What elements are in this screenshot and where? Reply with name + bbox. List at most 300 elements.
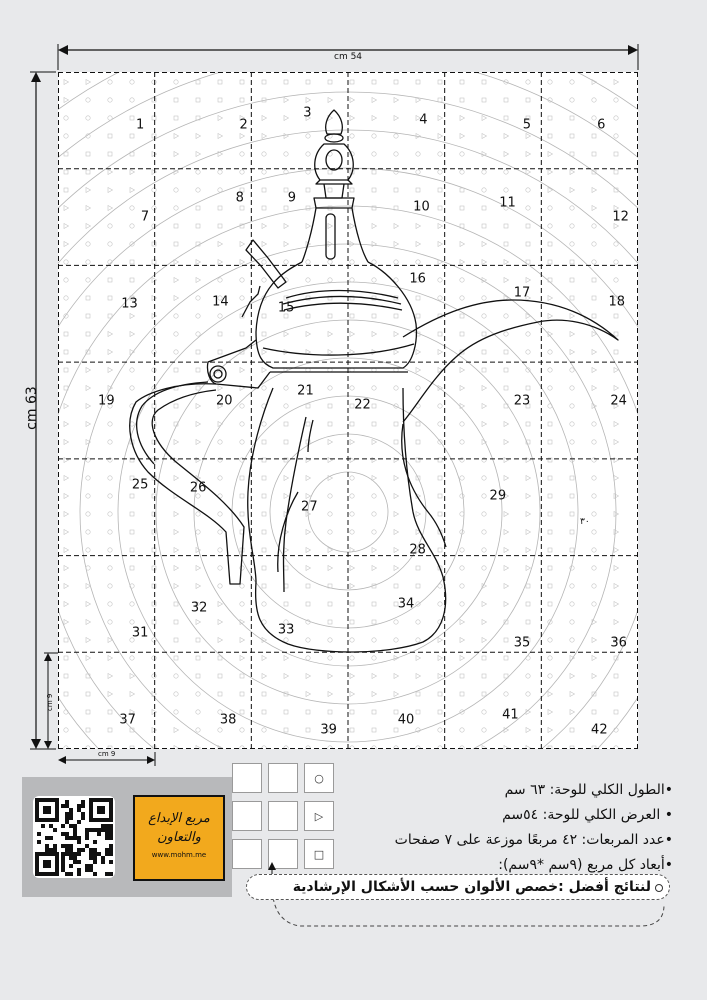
- qr-module: [93, 856, 97, 860]
- guide-symbol: [86, 80, 91, 85]
- guide-symbol: [372, 476, 377, 481]
- guide-symbol: [328, 566, 333, 571]
- guide-symbol: [504, 152, 509, 157]
- guide-symbol: [174, 674, 178, 678]
- guide-symbol: [328, 710, 332, 714]
- guide-symbol: [548, 584, 552, 588]
- guide-symbol: [306, 404, 310, 408]
- qr-module: [97, 828, 101, 832]
- guide-symbol: [438, 98, 442, 102]
- guide-symbol: [548, 116, 552, 120]
- guide-symbol: [306, 458, 311, 463]
- guide-symbol: [218, 242, 223, 247]
- qr-module: [61, 864, 65, 868]
- guide-symbol: [526, 584, 530, 588]
- guide-symbol: [438, 242, 443, 247]
- qr-module: [89, 856, 93, 860]
- guide-symbol: [438, 224, 443, 229]
- guide-symbol: [174, 80, 178, 84]
- guide-symbol: [130, 368, 134, 372]
- guide-symbol: [372, 494, 376, 498]
- guide-symbol: [372, 260, 376, 264]
- guide-symbol: [394, 530, 399, 535]
- guide-symbol: [504, 314, 508, 318]
- guide-symbol: [196, 530, 200, 534]
- guide-symbol: [592, 584, 596, 588]
- square-width-label: cm 9: [98, 750, 116, 758]
- guide-symbol: [482, 494, 486, 498]
- guide-symbol: [64, 602, 69, 607]
- guide-symbol: [108, 422, 112, 426]
- qr-module: [85, 836, 89, 840]
- guide-symbol: [548, 170, 553, 175]
- qr-module: [41, 824, 45, 828]
- guide-symbol: [372, 422, 376, 426]
- guide-symbol: [86, 620, 91, 625]
- guide-symbol: [174, 224, 178, 228]
- guide-symbol: [548, 152, 553, 157]
- guide-symbol: [86, 548, 90, 552]
- grid-number: 40: [397, 712, 415, 728]
- guide-symbol: [240, 296, 244, 300]
- guide-symbol: [152, 584, 156, 588]
- qr-module: [85, 828, 89, 832]
- guide-symbol: [64, 242, 69, 247]
- qr-module: [37, 840, 41, 844]
- guide-symbol: [240, 692, 244, 696]
- guide-symbol: [460, 314, 464, 318]
- guide-symbol: [284, 440, 288, 444]
- guide-symbol: [86, 314, 90, 318]
- guide-symbol: [218, 386, 223, 391]
- guide-symbol: [504, 98, 508, 102]
- qr-module: [65, 848, 69, 852]
- guide-symbol: [130, 494, 134, 498]
- guide-symbol: [592, 476, 596, 480]
- guide-symbol: [108, 656, 113, 661]
- guide-symbol: [328, 494, 332, 498]
- guide-symbol: [328, 170, 332, 174]
- guide-symbol: [218, 728, 222, 732]
- qr-module: [109, 832, 113, 836]
- guide-symbol: [262, 80, 266, 84]
- guide-symbol: [394, 152, 398, 156]
- guide-symbol: [570, 134, 574, 138]
- guide-symbol: [548, 386, 552, 390]
- grid-number: 12: [612, 209, 629, 225]
- guide-symbol: [328, 638, 332, 642]
- guide-symbol: [592, 548, 596, 552]
- guide-symbol: [394, 422, 398, 426]
- qr-module: [53, 828, 57, 832]
- guide-symbol: [526, 692, 530, 696]
- guide-symbol: [592, 512, 596, 516]
- guide-symbol: [592, 494, 596, 498]
- guide-symbol: [460, 476, 464, 480]
- guide-symbol: [108, 530, 112, 534]
- guide-symbol: [482, 548, 486, 552]
- guide-symbol: [262, 386, 266, 390]
- guide-symbol: [306, 80, 310, 84]
- brand-url: www.mohm.me: [151, 851, 207, 859]
- guide-symbol: [152, 80, 156, 84]
- qr-module: [105, 848, 109, 852]
- guide-symbol: [482, 188, 486, 192]
- guide-symbol: [394, 314, 398, 318]
- grid-number: 23: [513, 393, 531, 409]
- guide-symbol: [174, 512, 179, 517]
- guide-symbol: [152, 494, 156, 498]
- guide-symbol: [240, 512, 244, 516]
- guide-symbol: [240, 134, 245, 139]
- guide-symbol: [548, 296, 553, 301]
- qr-module: [61, 856, 65, 860]
- guide-symbol: [548, 674, 552, 678]
- legend-square-symbol: □: [304, 839, 334, 869]
- guide-symbol: [218, 332, 222, 336]
- guide-symbol: [460, 188, 464, 192]
- guide-symbol: [240, 170, 244, 174]
- guide-symbol: [460, 584, 464, 588]
- guide-symbol: [240, 602, 244, 606]
- guide-symbol: [108, 728, 112, 732]
- qr-module: [65, 872, 69, 876]
- guide-symbol: [438, 656, 443, 661]
- guide-symbol: [394, 98, 399, 103]
- guide-symbol: [262, 350, 267, 355]
- guide-symbol: [306, 548, 311, 553]
- guide-symbol: [262, 476, 266, 480]
- guide-symbol: [108, 584, 112, 588]
- qr-module: [77, 868, 81, 872]
- guide-symbol: [438, 404, 442, 408]
- guide-symbol: [174, 206, 178, 210]
- guide-symbol: [526, 98, 530, 102]
- guide-symbol: [526, 332, 530, 336]
- guide-symbol: [108, 710, 112, 714]
- guide-symbol: [394, 350, 399, 355]
- guide-symbol: [482, 602, 487, 607]
- guide-symbol: [570, 728, 574, 732]
- guide-symbol: [64, 80, 69, 85]
- guide-symbol: [482, 260, 487, 265]
- guide-symbol: [152, 368, 156, 372]
- guide-symbol: [460, 260, 465, 265]
- guide-symbol: [394, 170, 398, 174]
- guide-symbol: [614, 242, 618, 246]
- guide-symbol: [262, 134, 267, 139]
- guide-symbol: [350, 98, 355, 103]
- guide-symbol: [504, 638, 508, 642]
- qr-module: [85, 864, 89, 868]
- guide-symbol: [306, 332, 311, 337]
- guide-symbol: [196, 260, 201, 265]
- guide-symbol: [306, 638, 310, 642]
- guide-symbol: [130, 656, 134, 660]
- guide-symbol: [504, 224, 508, 228]
- guide-symbol: [394, 242, 399, 247]
- guide-symbol: [108, 566, 112, 570]
- guide-symbol: [240, 656, 245, 661]
- guide-symbol: [218, 314, 222, 318]
- guide-symbol: [394, 440, 398, 444]
- guide-symbol: [548, 260, 552, 264]
- grid-number: 29: [489, 488, 507, 504]
- guide-symbol: [438, 674, 443, 679]
- guide-symbol: [482, 368, 486, 372]
- qr-module: [89, 864, 93, 868]
- guide-symbol: [350, 332, 355, 337]
- guide-symbol: [394, 278, 398, 282]
- qr-module: [97, 832, 101, 836]
- qr-module: [89, 848, 93, 852]
- guide-symbol: [394, 728, 398, 732]
- guide-symbol: [130, 692, 135, 697]
- guide-symbol: [394, 620, 398, 624]
- guide-symbol: [570, 80, 574, 84]
- guide-symbol: [86, 170, 90, 174]
- qr-module: [69, 816, 73, 820]
- guide-symbol: [174, 584, 179, 589]
- guide-symbol: [504, 656, 508, 660]
- qr-module: [69, 808, 73, 812]
- guide-symbol: [240, 332, 244, 336]
- guide-symbol: [108, 620, 112, 624]
- guide-symbol: [482, 350, 486, 354]
- guide-symbol: [372, 188, 376, 192]
- guide-symbol: [504, 134, 509, 139]
- guide-symbol: [592, 242, 596, 246]
- guide-symbol: [328, 386, 332, 390]
- guide-symbol: [262, 512, 266, 516]
- guide-symbol: [350, 278, 354, 282]
- guide-symbol: [86, 98, 90, 102]
- guide-symbol: [350, 188, 354, 192]
- guide-symbol: [196, 278, 201, 283]
- guide-symbol: [614, 566, 619, 571]
- guide-symbol: [592, 278, 596, 282]
- guide-symbol: [130, 422, 134, 426]
- guide-symbol: [438, 188, 442, 192]
- guide-symbol: [284, 494, 289, 499]
- guide-symbol: [174, 566, 179, 571]
- qr-module: [105, 824, 109, 828]
- guide-symbol: [108, 494, 112, 498]
- guide-symbol: [64, 476, 69, 481]
- guide-symbol: [482, 242, 487, 247]
- qr-module: [49, 836, 53, 840]
- guide-symbol: [64, 404, 69, 409]
- grid-number: 21: [297, 383, 314, 399]
- guide-symbol: [526, 656, 530, 660]
- guide-symbol: [526, 170, 531, 175]
- qr-module: [49, 848, 53, 852]
- guide-symbol: [614, 314, 618, 318]
- guide-symbol: [592, 296, 596, 300]
- guide-symbol: [438, 692, 442, 696]
- guide-symbol: [64, 620, 69, 625]
- guide-symbol: [328, 278, 332, 282]
- guide-symbol: [460, 728, 464, 732]
- qr-module: [61, 832, 65, 836]
- guide-symbol: [350, 674, 355, 679]
- guide-symbol: [416, 80, 420, 84]
- qr-module: [89, 828, 93, 832]
- qr-module: [73, 828, 77, 832]
- guide-symbol: [196, 368, 200, 372]
- guide-symbol: [328, 530, 332, 534]
- guide-symbol: [570, 206, 574, 210]
- guide-symbol: [196, 386, 200, 390]
- guide-symbol: [504, 116, 508, 120]
- guide-symbol: [218, 512, 222, 516]
- guide-symbol: [152, 350, 156, 354]
- qr-module: [105, 832, 109, 836]
- guide-symbol: [108, 206, 113, 211]
- guide-symbol: [570, 674, 575, 679]
- guide-symbol: [328, 98, 333, 103]
- guide-symbol: [152, 620, 156, 624]
- qr-module: [77, 820, 81, 824]
- guide-symbol: [416, 638, 420, 642]
- guide-symbol: [614, 152, 618, 156]
- guide-symbol: [416, 242, 421, 247]
- guide-symbol: [86, 296, 90, 300]
- guide-symbol: [526, 152, 531, 157]
- qr-module: [61, 868, 65, 872]
- guide-symbol: [592, 674, 597, 679]
- guide-symbol: [218, 440, 222, 444]
- guide-symbol: [614, 620, 619, 625]
- guide-symbol: [394, 458, 399, 463]
- guide-symbol: [174, 728, 179, 733]
- guide-symbol: [152, 188, 156, 192]
- guide-symbol: [174, 656, 178, 660]
- guide-symbol: [460, 602, 464, 606]
- guide-symbol: [86, 512, 90, 516]
- guide-symbol: [614, 278, 618, 282]
- guide-symbol: [482, 728, 486, 732]
- guide-symbol: [174, 134, 179, 139]
- guide-symbol: [438, 350, 443, 355]
- guide-symbol: [196, 584, 201, 589]
- guide-symbol: [284, 674, 289, 679]
- guide-symbol: [416, 296, 420, 300]
- guide-symbol: [416, 422, 420, 426]
- guide-symbol: [460, 692, 464, 696]
- guide-symbol: [130, 224, 134, 228]
- guide-symbol: [570, 368, 574, 372]
- guide-symbol: [526, 512, 531, 517]
- guide-symbol: [570, 332, 575, 337]
- guide-symbol: [372, 98, 377, 103]
- guide-symbol: [460, 332, 464, 336]
- guide-symbol: [284, 548, 289, 553]
- guide-symbol: [438, 422, 442, 426]
- guide-symbol: [174, 620, 178, 624]
- guide-symbol: [306, 566, 311, 571]
- guide-symbol: [570, 314, 575, 319]
- guide-symbol: [548, 728, 553, 733]
- guide-symbol: [460, 134, 465, 139]
- guide-symbol: [130, 602, 134, 606]
- guide-symbol: [394, 476, 399, 481]
- guide-symbol: [306, 188, 310, 192]
- qr-module: [65, 820, 69, 824]
- guide-symbol: [570, 224, 574, 228]
- guide-symbol: [130, 80, 134, 84]
- guide-symbol: [438, 206, 442, 210]
- guide-symbol: [592, 98, 596, 102]
- guide-symbol: [416, 656, 421, 661]
- guide-symbol: [438, 170, 442, 174]
- guide-symbol: [504, 476, 509, 481]
- guide-symbol: [86, 728, 90, 732]
- grid-number: 36: [610, 635, 627, 651]
- grid-number: 33: [277, 622, 295, 638]
- qr-module: [69, 852, 73, 856]
- guide-symbol: [460, 422, 464, 426]
- grid-number: 38: [219, 712, 237, 728]
- tip-bullet-icon: [655, 884, 663, 892]
- guide-symbol: [592, 314, 596, 318]
- height-label: cm 63: [24, 386, 40, 430]
- qr-module: [69, 812, 73, 816]
- guide-symbol: [570, 440, 574, 444]
- guide-symbol: [196, 674, 200, 678]
- guide-symbol: [130, 530, 134, 534]
- guide-symbol: [372, 404, 376, 408]
- guide-symbol: [460, 152, 464, 156]
- guide-symbol: [548, 134, 552, 138]
- guide-symbol: [174, 638, 178, 642]
- guide-symbol: [64, 692, 68, 696]
- guide-symbol: [174, 152, 179, 157]
- qr-code[interactable]: [33, 796, 115, 878]
- guide-symbol: [482, 512, 486, 516]
- legend-cell: [232, 839, 262, 869]
- grid-number: 5: [522, 117, 531, 133]
- guide-symbol: [526, 188, 530, 192]
- guide-symbol: [548, 314, 553, 319]
- guide-symbol: [108, 116, 112, 120]
- guide-symbol: [350, 530, 354, 534]
- guide-symbol: [196, 332, 200, 336]
- grid-number: 34: [397, 596, 415, 612]
- qr-module: [53, 844, 57, 848]
- guide-symbol: [350, 134, 354, 138]
- dashed-gridlines: [58, 72, 638, 749]
- guide-symbol: [262, 278, 266, 282]
- guide-symbol: [614, 350, 618, 354]
- guide-symbol: [460, 656, 465, 661]
- guide-symbol: [284, 404, 288, 408]
- guide-symbol: [592, 260, 596, 264]
- qr-module: [77, 808, 81, 812]
- guide-symbol: [350, 656, 354, 660]
- guide-symbol: [196, 710, 200, 714]
- guide-symbol: [482, 134, 487, 139]
- qr-module: [61, 860, 65, 864]
- guide-symbol: [218, 530, 222, 534]
- guide-symbol: [64, 296, 68, 300]
- guide-symbol: [614, 692, 618, 696]
- guide-symbol: [64, 458, 69, 463]
- guide-symbol: [328, 80, 332, 84]
- guide-symbol: [64, 368, 68, 372]
- guide-symbol: [416, 260, 420, 264]
- guide-symbol: [108, 296, 112, 300]
